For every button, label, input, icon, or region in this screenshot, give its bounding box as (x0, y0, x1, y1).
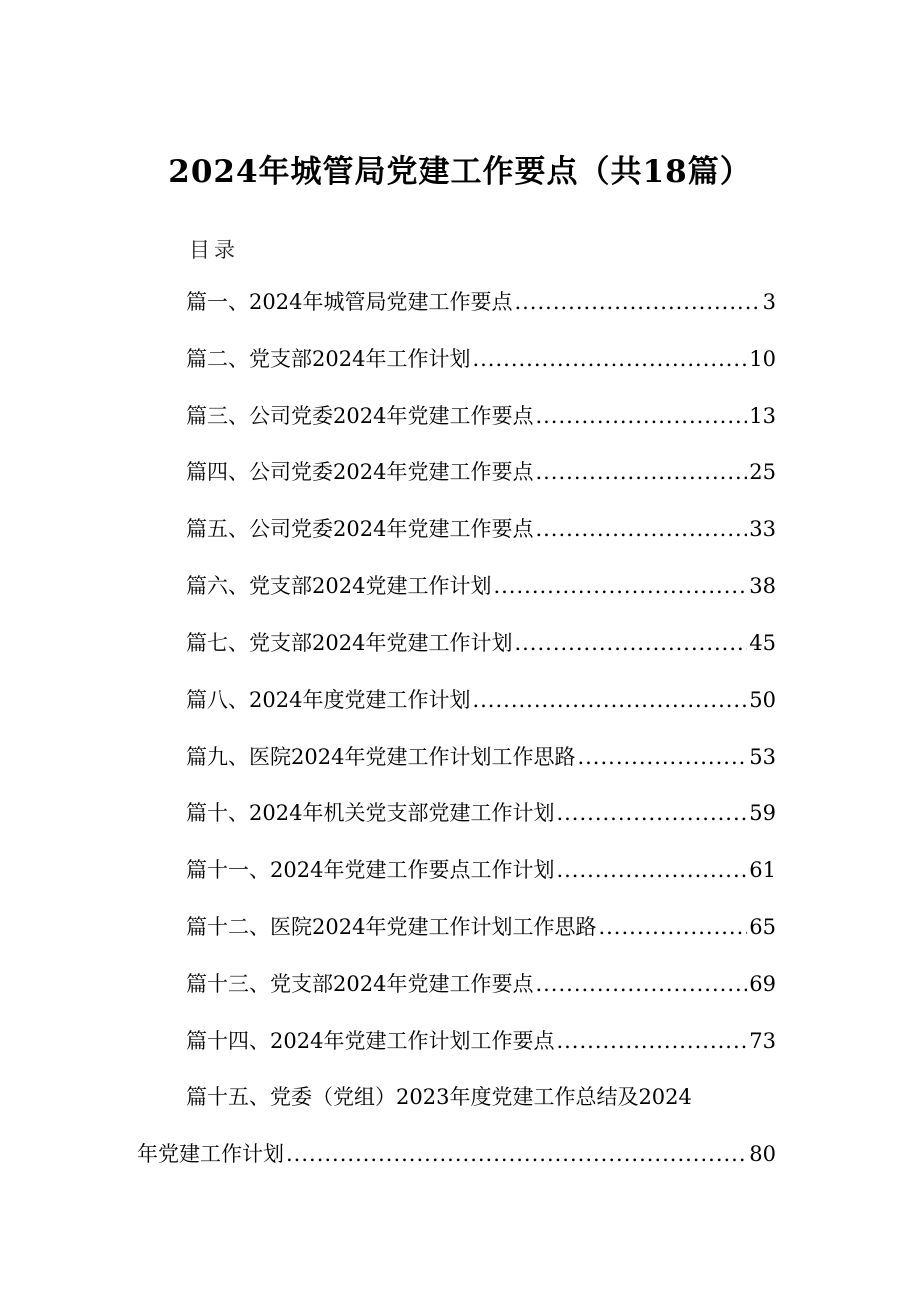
toc-entry-label: 篇十一、2024年党建工作要点工作计划 (186, 858, 555, 882)
dot-leader (535, 460, 747, 484)
toc-entry-label: 篇九、医院2024年党建工作计划工作思路 (186, 745, 576, 769)
toc-entry-label: 篇二、党支部2024年工作计划 (186, 347, 471, 371)
toc-entry-15-line1[interactable]: 篇十五、党委（党组）2023年度党建工作总结及2024 (186, 1085, 692, 1109)
dot-leader (556, 1029, 747, 1053)
toc-entry-page: 3 (762, 290, 776, 314)
toc-heading: 目录 (189, 238, 239, 262)
toc-entry-label: 篇四、公司党委2024年党建工作要点 (186, 460, 534, 484)
dot-leader (493, 574, 747, 598)
toc-entry-label: 篇八、2024年度党建工作计划 (186, 688, 471, 712)
toc-entry-page: 59 (749, 801, 776, 825)
toc-entry-label: 篇十二、医院2024年党建工作计划工作思路 (186, 915, 597, 939)
toc-entry-page: 33 (749, 517, 776, 541)
toc-entry-page: 13 (749, 404, 776, 428)
dot-leader (535, 517, 747, 541)
dot-leader (577, 745, 747, 769)
toc-entry-page: 38 (749, 574, 776, 598)
toc-entry-3[interactable] (186, 400, 776, 432)
toc-entry-8[interactable] (186, 684, 776, 716)
toc-entry-page: 25 (749, 460, 776, 484)
toc-entry-4[interactable] (186, 456, 776, 488)
toc-entry-label: 篇十四、2024年党建工作计划工作要点 (186, 1029, 555, 1053)
toc-entry-7[interactable] (186, 627, 776, 659)
toc-entry-label: 篇五、公司党委2024年党建工作要点 (186, 517, 534, 541)
toc-entry-label: 篇十三、党支部2024年党建工作要点 (186, 972, 534, 996)
toc-entry-14[interactable] (186, 1025, 776, 1057)
document-title: 2024年城管局党建工作要点（共18篇） (168, 154, 752, 190)
toc-entry-page: 61 (749, 858, 776, 882)
toc-entry-10[interactable] (186, 797, 776, 829)
toc-entry-page: 53 (749, 745, 776, 769)
toc-entry-12[interactable] (186, 911, 776, 943)
dot-leader (514, 290, 760, 314)
toc-entry-label: 篇一、2024年城管局党建工作要点 (186, 290, 513, 314)
dot-leader (472, 688, 747, 712)
dot-leader (598, 915, 747, 939)
toc-entry-label: 篇七、党支部2024年党建工作计划 (186, 631, 513, 655)
toc-entry-page: 65 (749, 915, 776, 939)
dot-leader (556, 858, 747, 882)
toc-entry-page: 80 (749, 1142, 776, 1166)
toc-entry-2[interactable] (186, 343, 776, 375)
toc-entry-page: 50 (749, 688, 776, 712)
toc-entry-13[interactable] (186, 968, 776, 1000)
toc-entry-9[interactable] (186, 741, 776, 773)
dot-leader (472, 347, 747, 371)
toc-entry-page: 45 (749, 631, 776, 655)
toc-entry-label: 年党建工作计划 (137, 1142, 284, 1166)
toc-entry-page: 73 (749, 1029, 776, 1053)
toc-entry-page: 69 (749, 972, 776, 996)
toc-entry-11[interactable] (186, 854, 776, 886)
dot-leader (535, 972, 747, 996)
toc-entry-1[interactable] (186, 286, 776, 318)
dot-leader (286, 1142, 747, 1166)
toc-entry-label: 篇三、公司党委2024年党建工作要点 (186, 404, 534, 428)
toc-entry-5[interactable] (186, 513, 776, 545)
toc-entry-label: 篇六、党支部2024党建工作计划 (186, 574, 492, 598)
toc-entry-label: 篇十、2024年机关党支部党建工作计划 (186, 801, 555, 825)
toc-entry-15-line2[interactable] (137, 1138, 776, 1170)
toc-entry-page: 10 (749, 347, 776, 371)
toc-entry-6[interactable] (186, 570, 776, 602)
dot-leader (535, 404, 747, 428)
dot-leader (514, 631, 747, 655)
dot-leader (556, 801, 747, 825)
